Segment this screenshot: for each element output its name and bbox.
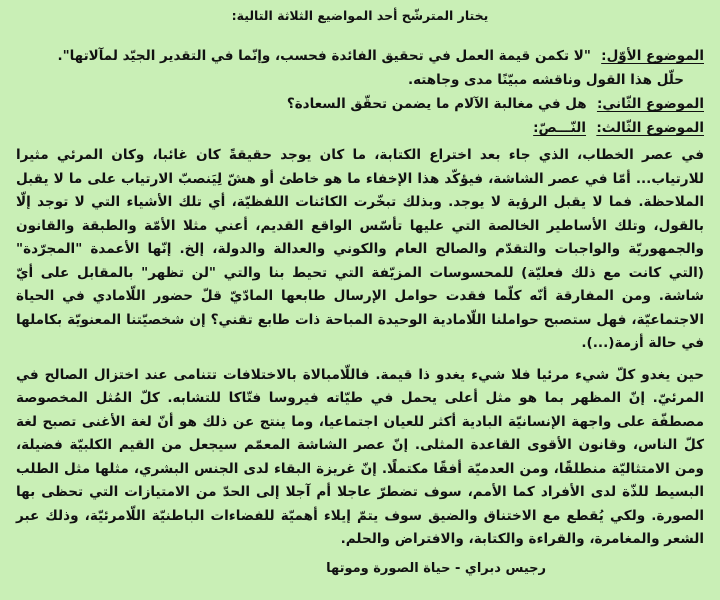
- essay-text: [16, 144, 704, 552]
- topic-2: [16, 92, 704, 116]
- instructions: يختار المترشّح أحد المواضيع الثلاثة التالية:: [231, 8, 489, 23]
- topic-2-label: الموضوع الثّاني:: [596, 96, 704, 112]
- text-heading: النّـــصّ:: [533, 120, 587, 136]
- topic-3-label: الموضوع الثّالث:: [596, 120, 704, 136]
- essay-paragraph-2: حين يغدو كلّ شيء مرئيا فلا شيء يغدو ذا قيمة. فاللّامبالاة بالاختلافات تتنامى عند اختزال الصالح في المرئيّ. إنّ المظهر بما هو مثل أعلى يحمل في طيّاته فيروسا فتّاكا للتشابه. كلّ المُثل المخصوصة مصطفّة على واجهة الإنسانيّة البادية أكثر للعيان اجتماعيا، وما ينتج عن ذلك هو أنّ لغة الأغنى تصبح لغة كلّ الناس، وقانون الأقوى القاعدة المثلى. إنّ عصر الشاشة المعمّم سيجعل من القيم الكلبيّة فضيلة، ومن الامتثاليّة منطلقًا، ومن العدميّة أفقًا مكتملًا. إنّ غريزة البقاء لدى الجنس البشري، مثلها مثل الطلب البسيط للذّة لدى الأفراد كما الأمم، سوف تضطرّ عاجلا أم آجلا إلى الحدّ من الامتيازات التي تحظى بها الصورة. ولكي يُقطع مع الاختناق والضيق سوف يتمّ إيلاء أهميّة للفضاءات الباطنيّة اللّامرئيّة، وذلك عبر الشعر والمغامرة، والقراءة والكتابة، والافتراض والحلم.: [16, 366, 704, 547]
- topic-3: [16, 116, 704, 140]
- topic-1-label: الموضوع الأوّل:: [601, 48, 704, 64]
- essay-paragraph-1: في عصر الخطاب، الذي جاء بعد اختراع الكتابة، ما كان يوجد حقيقةً كان غائبا، وكان المرئي مثيرا للارتياب... أمّا في عصر الشاشة، فيؤكّد هذا الإخفاء ما هو خاطئ أو هشّ لِيَنصبّ الارتياب على ما لا يقبل الملاحظة. فما لا يقبل الرؤية لا يوجد. وبذلك تبخّرت الكائنات اللفظيّة، أي تلك الأشياء التي لا توجد إلّا بالقول، وتلك الأساطير الخالصة التي عليها تأسّس الواقع القديم، أعني مثلا الأمّة والطبقة والقانون والجمهوريّة والواجبات والتقدّم والصالح العام والكوني والعدالة والدولة، إلخ. إنّها الأعمدة "المجرّدة" (التي كانت مع ذلك فعليّة) للمحسوسات المزيّفة التي تحيط بنا والتي "لن تظهر" بالمقابل على أيّ شاشة. ومن المفارقة أنّه كلّما فقدت حوامل الإرسال طابعها المادّيّ قلّ حضور اللّامادي في الحياة الاجتماعيّة، فهل ستصبح حواملنا اللّامادية الوحيدة المباحة ذات طابع تقني؟ إن شخصيّتنا المعنويّة بكاملها في حالة أزمة(...).: [16, 147, 704, 351]
- topic-1: [16, 44, 704, 68]
- topic-1-instruction: حلّل هذا القول وناقشه مبيّنًا مدى وجاهته.: [407, 72, 684, 88]
- topic-1-quote: "لا تكمن قيمة العمل في تحقيق الفائدة فحسب، وإنّما في التقدير الجيّد لمآلاتها".: [57, 48, 591, 64]
- source-citation: رجيس دبراي - حياة الصورة وموتها: [326, 560, 546, 576]
- topic-2-question: هل في مغالبة الآلام ما يضمن تحقّق السعادة؟: [286, 96, 587, 112]
